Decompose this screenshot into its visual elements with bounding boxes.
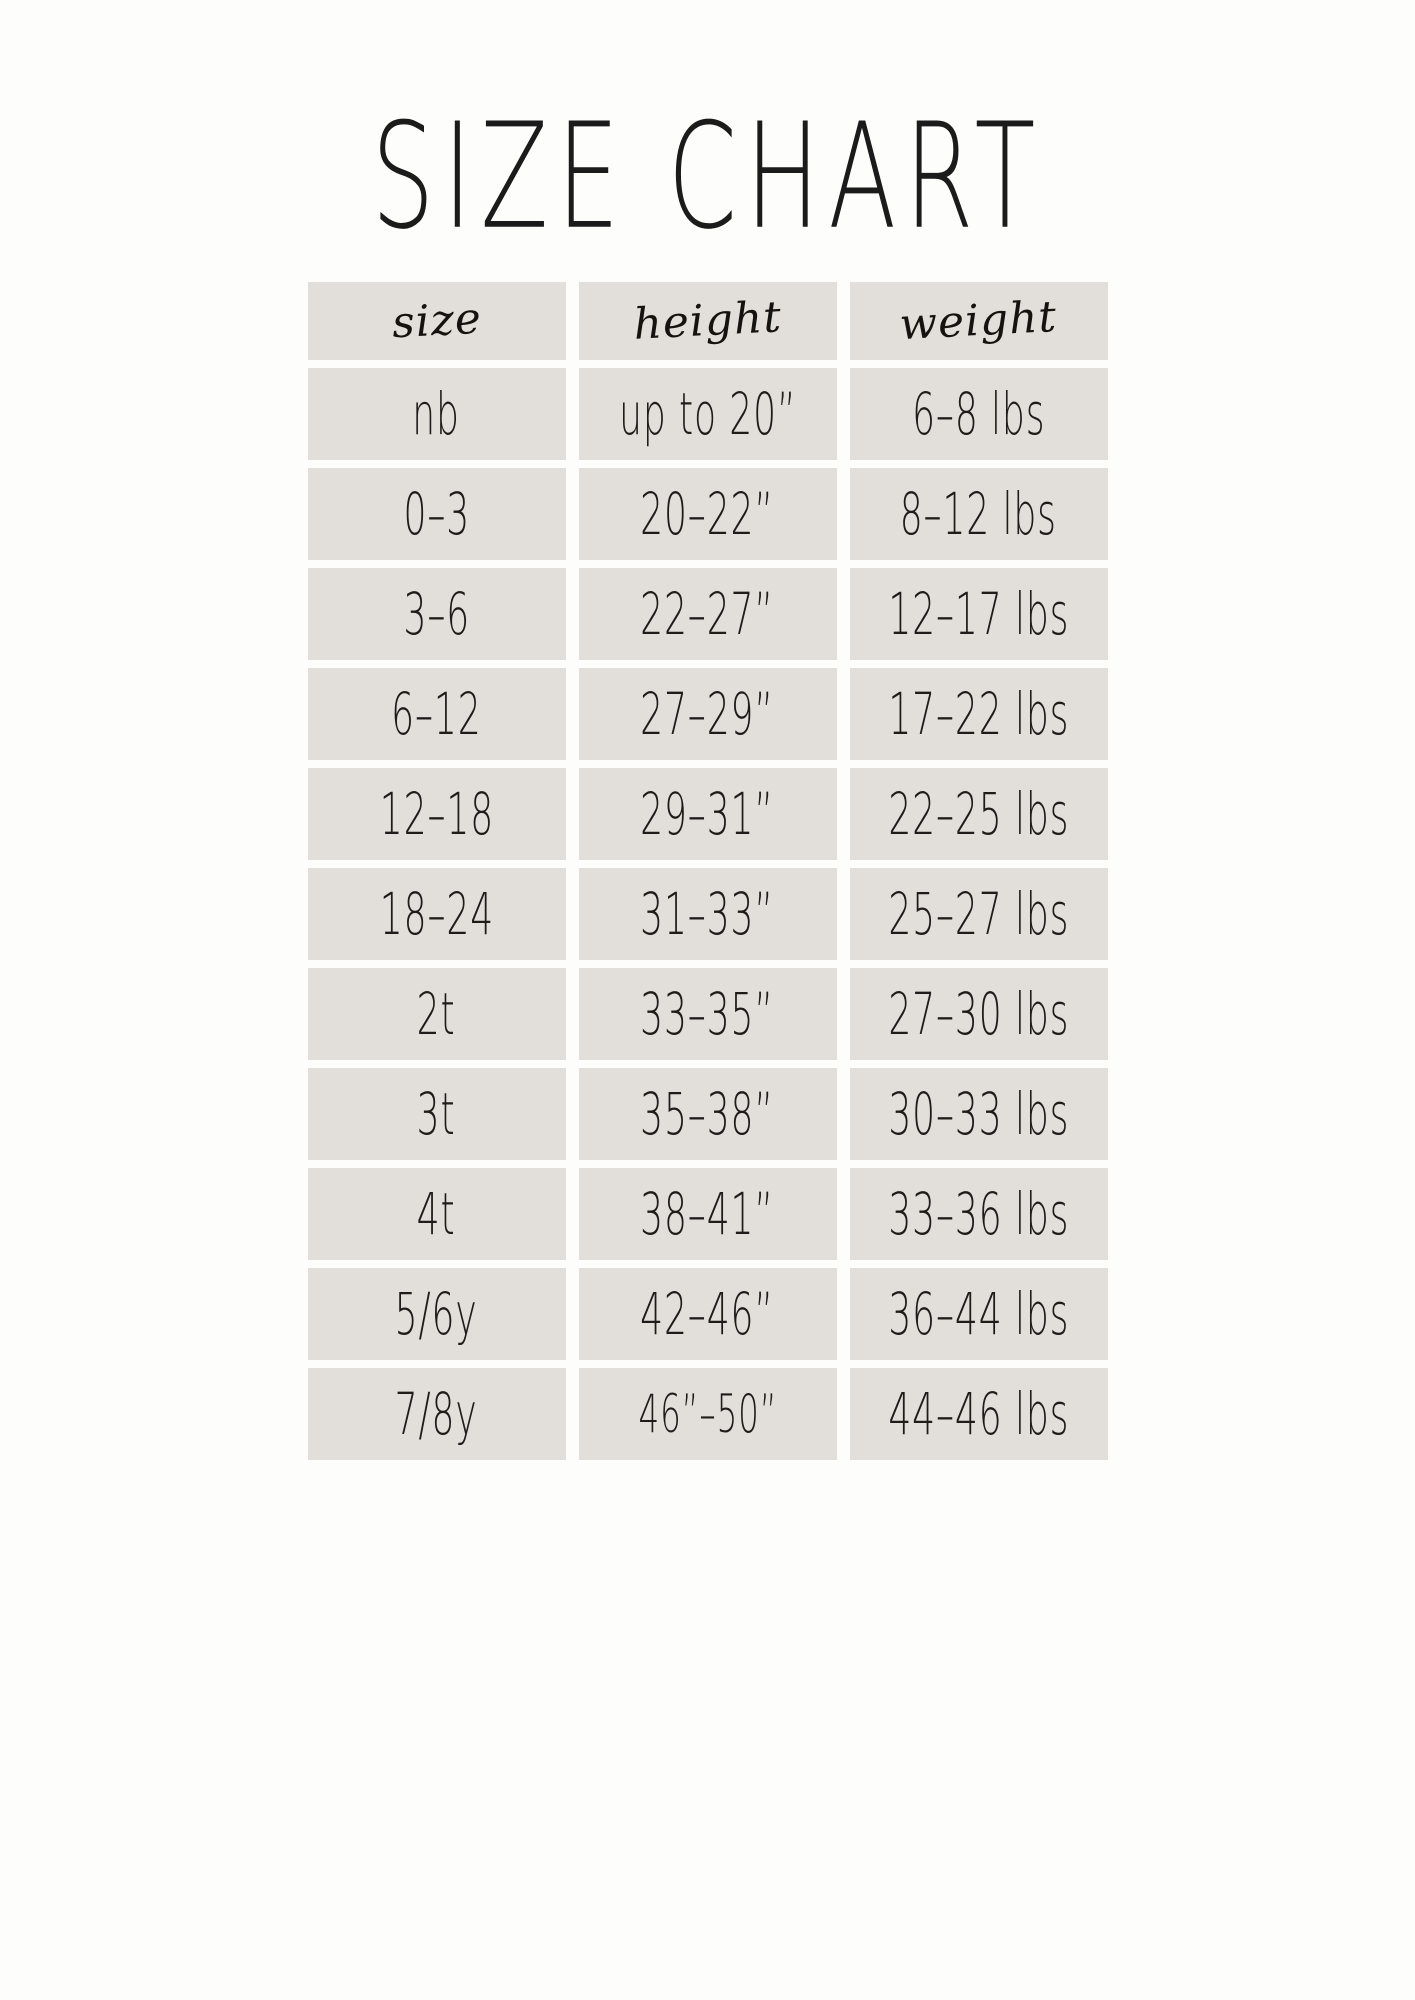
- size-chart-table: [308, 186, 1108, 1460]
- cell-height-value: 31–33”: [640, 879, 775, 949]
- cell-weight: [850, 968, 1108, 1060]
- cell-weight-value: 17–22 lbs: [888, 679, 1069, 749]
- cell-height: [579, 1268, 837, 1360]
- cell-weight-value: 30–33 lbs: [888, 1079, 1069, 1149]
- cell-height: [579, 668, 837, 760]
- cell-size-value: 6–12: [391, 679, 482, 749]
- cell-size: [308, 1368, 566, 1460]
- table-row: [308, 468, 1108, 560]
- cell-size-value: 18–24: [379, 879, 494, 949]
- cell-size-value: 2t: [417, 979, 456, 1049]
- cell-size-value: 4t: [417, 1179, 456, 1249]
- cell-height-value: 29–31”: [640, 779, 775, 849]
- cell-size: [308, 868, 566, 960]
- table-row: [308, 368, 1108, 460]
- cell-weight: [850, 668, 1108, 760]
- cell-weight: [850, 1168, 1108, 1260]
- cell-height: [579, 468, 837, 560]
- cell-weight: [850, 1268, 1108, 1360]
- cell-size-value: 7/8y: [395, 1379, 478, 1449]
- table-row: [308, 1268, 1108, 1360]
- cell-weight: [850, 768, 1108, 860]
- table-row: [308, 1368, 1108, 1460]
- cell-height-value: 20–22”: [640, 479, 775, 549]
- cell-height: [579, 868, 837, 960]
- cell-weight: [850, 568, 1108, 660]
- cell-size-value: 3–6: [403, 579, 470, 649]
- page-title: SIZE CHART: [371, 93, 1044, 262]
- cell-height: [579, 1368, 837, 1460]
- cell-size: [308, 968, 566, 1060]
- cell-size: [308, 368, 566, 460]
- cell-size: [308, 1068, 566, 1160]
- cell-height-value: 33–35”: [640, 979, 775, 1049]
- cell-weight-value: 44–46 lbs: [888, 1379, 1069, 1449]
- column-header-height-label: height: [632, 292, 783, 350]
- table-row: [308, 868, 1108, 960]
- cell-height-value: 46”–50”: [637, 1383, 778, 1445]
- cell-height: [579, 1068, 837, 1160]
- cell-size-value: 5/6y: [395, 1279, 478, 1349]
- cell-weight-value: 6–8 lbs: [911, 379, 1046, 449]
- table-row: [308, 568, 1108, 660]
- cell-size-value: 12–18: [379, 779, 494, 849]
- cell-size: [308, 1168, 566, 1260]
- cell-weight-value: 22–25 lbs: [888, 779, 1069, 849]
- table-row: [308, 968, 1108, 1060]
- cell-weight-value: 33–36 lbs: [888, 1179, 1069, 1249]
- table-row: [308, 1168, 1108, 1260]
- cell-size: [308, 468, 566, 560]
- cell-weight-value: 12–17 lbs: [888, 579, 1069, 649]
- cell-size: [308, 668, 566, 760]
- column-header-weight: [850, 282, 1108, 360]
- cell-height-value: 38–41”: [640, 1179, 775, 1249]
- cell-weight: [850, 1068, 1108, 1160]
- column-header-weight-label: weight: [898, 291, 1059, 351]
- cell-size: [308, 768, 566, 860]
- table-row: [308, 1068, 1108, 1160]
- cell-height-value: 27–29”: [640, 679, 775, 749]
- cell-weight-value: 25–27 lbs: [888, 879, 1069, 949]
- table-header-row: [308, 282, 1108, 360]
- cell-weight: [850, 868, 1108, 960]
- cell-height-value: up to 20”: [618, 379, 797, 449]
- cell-weight-value: 27–30 lbs: [888, 979, 1069, 1049]
- table-row: [308, 768, 1108, 860]
- cell-size: [308, 1268, 566, 1360]
- table-row: [308, 668, 1108, 760]
- cell-weight-value: 36–44 lbs: [888, 1279, 1069, 1349]
- cell-height-value: 22–27”: [640, 579, 775, 649]
- cell-height: [579, 568, 837, 660]
- cell-weight: [850, 468, 1108, 560]
- cell-size: [308, 568, 566, 660]
- cell-height: [579, 768, 837, 860]
- cell-height: [579, 968, 837, 1060]
- cell-height: [579, 368, 837, 460]
- cell-size-value: nb: [412, 379, 461, 449]
- cell-height-value: 35–38”: [640, 1079, 775, 1149]
- cell-size-value: 0–3: [403, 479, 470, 549]
- cell-weight: [850, 368, 1108, 460]
- cell-height-value: 42–46”: [640, 1279, 775, 1349]
- column-header-size: [308, 282, 566, 360]
- cell-size-value: 3t: [417, 1079, 456, 1149]
- cell-weight: [850, 1368, 1108, 1460]
- cell-height: [579, 1168, 837, 1260]
- column-header-size-label: size: [390, 293, 483, 349]
- cell-weight-value: 8–12 lbs: [899, 479, 1058, 549]
- column-header-height: [579, 282, 837, 360]
